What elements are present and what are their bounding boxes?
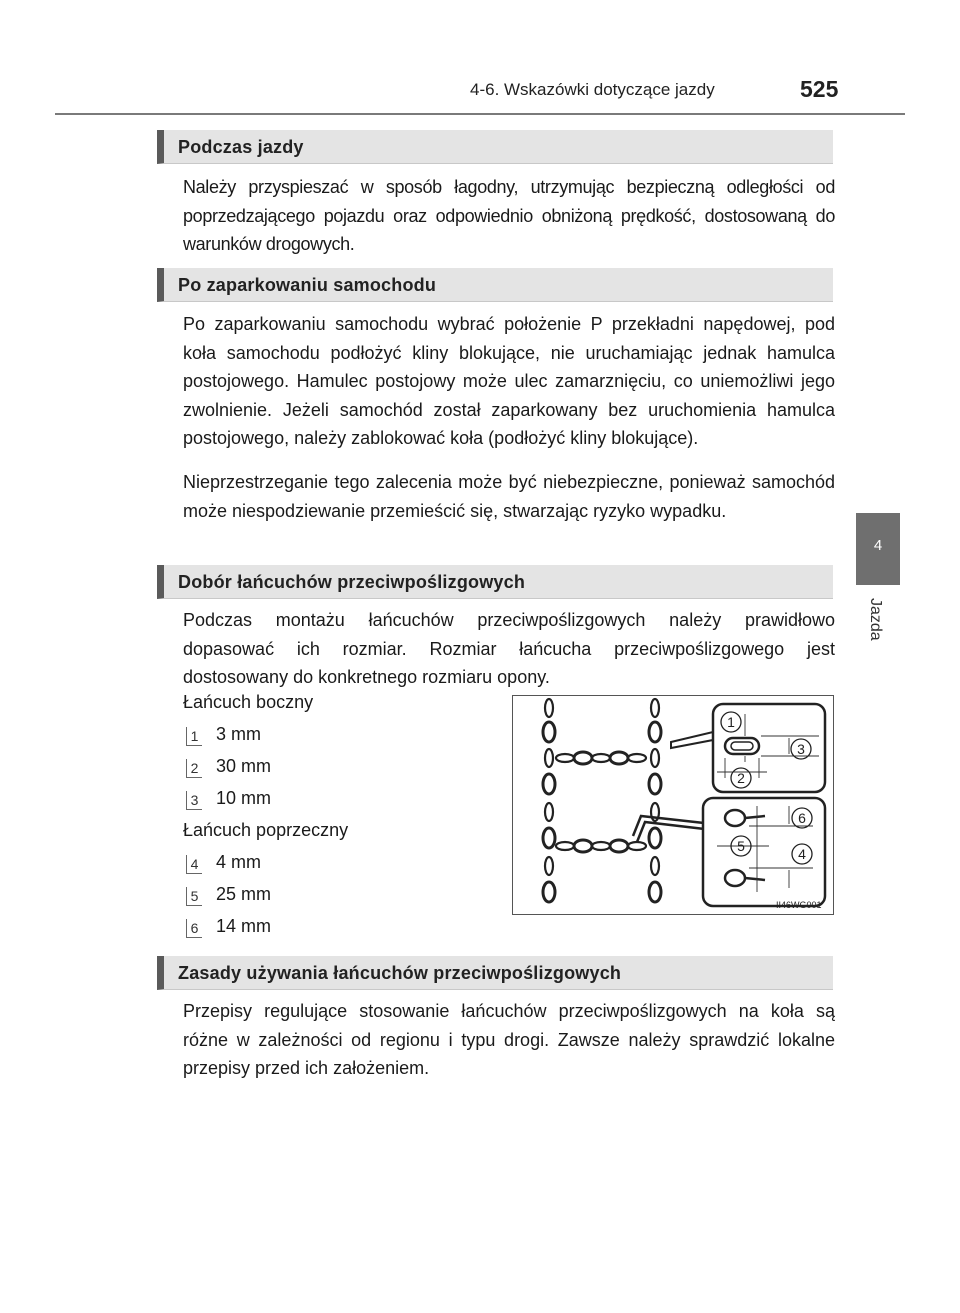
tire-chain-drawing — [513, 696, 833, 914]
paragraph: Po zaparkowaniu samochodu wybrać położenie P przekładni napędowej, pod koła samochodu podłożyć kliny blokujące, nie uruchamiając jednak hamulca postojowego. Hamulec postojowy może ulec zamarznięciu, co uniemożliwi jego zwolnienie. Jeżeli samochód został zaparkowany bez uruchomienia hamulca postojowego, należy zablokować koła (podłożyć kliny blokujące). — [183, 314, 835, 448]
callout-6: 6 — [798, 810, 806, 826]
header-divider — [55, 113, 905, 115]
callout-number: 3 — [186, 791, 202, 810]
section-heading-text: Podczas jazdy — [178, 137, 304, 157]
leader-line-side-chain — [671, 732, 713, 748]
page-number: 525 — [800, 76, 839, 102]
section-heading-text: Zasady używania łańcuchów przeciwpoślizgowych — [178, 963, 622, 983]
list-label-side-chain: Łańcuch boczny — [183, 692, 314, 712]
item-value: 25 mm — [216, 884, 272, 904]
section-heading-podczas-jazdy — [157, 130, 833, 164]
section-heading-zasady-uzywania — [157, 956, 833, 990]
detail-box-cross-chain — [703, 798, 825, 906]
callout-number: 6 — [186, 919, 202, 938]
paragraph: Nieprzestrzeganie tego zalecenia może być niebezpieczne, ponieważ samochód może niespodziewanie przemieścić się, stwarzając ryzyko wypadku. — [183, 472, 835, 521]
item-value: 10 mm — [216, 788, 272, 808]
cross-chain-lower — [556, 840, 646, 852]
callout-number: 1 — [186, 727, 202, 746]
chapter-tab-number: 4 — [873, 537, 883, 554]
callout-5: 5 — [737, 838, 745, 854]
callout-2: 2 — [737, 770, 745, 786]
figure-code: II46WG001 — [776, 900, 822, 910]
vertical-chain-right — [649, 699, 661, 902]
tire-chain-illustration — [512, 695, 834, 915]
paragraph: Należy przyspieszać w sposób łagodny, utrzymując bezpieczną odległości od poprzedzającego pojazdu oraz odpowiednio obniżoną prędkość, dostosowaną do warunków drogowych. — [183, 177, 835, 254]
callout-3: 3 — [797, 741, 805, 757]
callout-number: 2 — [186, 759, 202, 778]
callout-number: 4 — [186, 855, 202, 874]
chapter-tab — [856, 513, 900, 585]
section-heading-text: Dobór łańcuchów przeciwpoślizgowych — [178, 572, 526, 592]
vertical-chain-left — [543, 699, 555, 902]
callout-4: 4 — [798, 846, 806, 862]
item-value: 4 mm — [216, 852, 261, 872]
callout-1: 1 — [727, 714, 735, 730]
item-value: 30 mm — [216, 756, 272, 776]
item-value: 3 mm — [216, 724, 261, 744]
item-value: 14 mm — [216, 916, 272, 936]
chapter-tab-label: Jazda — [867, 598, 884, 641]
paragraph: Przepisy regulujące stosowanie łańcuchów przeciwpoślizgowych na koła są różne w zależności od regionu i typu drogi. Zawsze należy sprawdzić lokalne przepisy przed ich założeniem. — [183, 1001, 835, 1078]
section-heading-po-zaparkowaniu — [157, 268, 833, 302]
callout-number: 5 — [186, 887, 202, 906]
running-header-section: 4-6. Wskazówki dotyczące jazdy — [470, 80, 715, 99]
section-heading-dobor-lancuchow — [157, 565, 833, 599]
cross-chain-upper — [556, 752, 646, 764]
list-label-cross-chain: Łańcuch poprzeczny — [183, 820, 349, 840]
section-heading-text: Po zaparkowaniu samochodu — [178, 275, 437, 295]
paragraph: Podczas montażu łańcuchów przeciwpoślizgowych należy prawidłowo dopasować ich rozmiar. Rozmiar łańcucha przeciwpoślizgowego jest dostosowany do konkretnego rozmiaru opony. — [183, 610, 835, 687]
